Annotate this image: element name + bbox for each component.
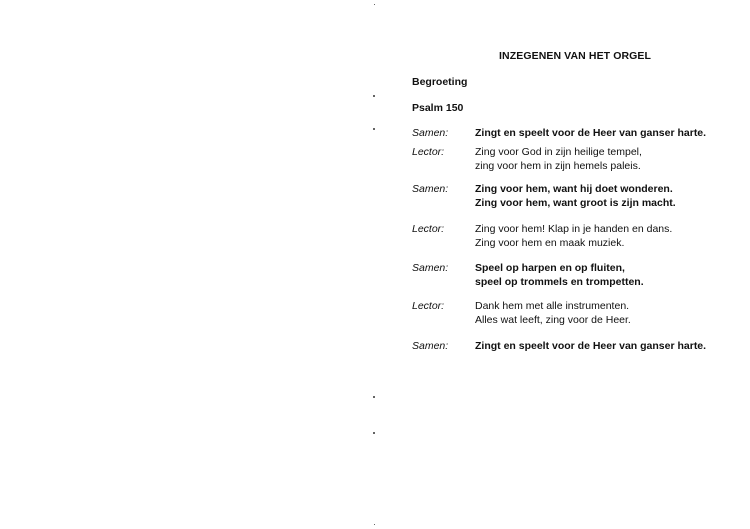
verse-lines bbox=[475, 222, 672, 250]
section-heading-psalm: Psalm 150 bbox=[412, 102, 464, 114]
verse-speaker: Samen: bbox=[412, 183, 449, 195]
fold-mark bbox=[373, 396, 375, 398]
fold-mark bbox=[374, 4, 375, 5]
verse-line: Zingt en speelt voor de Heer van ganser harte. bbox=[475, 340, 707, 352]
fold-mark bbox=[374, 524, 375, 525]
fold-mark bbox=[373, 432, 375, 434]
fold-mark bbox=[373, 95, 375, 97]
verse-speaker: Lector: bbox=[412, 300, 445, 312]
verse-line: Zing voor hem, want groot is zijn macht. bbox=[475, 197, 676, 209]
verse-line: Speel op harpen en op fluiten, bbox=[475, 262, 625, 274]
verse-lines bbox=[475, 261, 644, 289]
page-title: INZEGENEN VAN HET ORGEL bbox=[499, 50, 652, 62]
verse-line: Dank hem met alle instrumenten. bbox=[475, 300, 630, 312]
verse-line: Alles wat leeft, zing voor de Heer. bbox=[475, 314, 631, 326]
verse-speaker: Lector: bbox=[412, 223, 445, 235]
verse-line: Zing voor hem en maak muziek. bbox=[475, 237, 625, 249]
fold-mark bbox=[373, 128, 375, 130]
verse-line: speel op trommels en trompetten. bbox=[475, 276, 644, 288]
verse-lines bbox=[475, 299, 631, 327]
verse-line: Zingt en speelt voor de Heer van ganser harte. bbox=[475, 127, 707, 139]
verse-speaker: Samen: bbox=[412, 262, 449, 274]
verse-speaker: Lector: bbox=[412, 146, 445, 158]
verse-lines bbox=[475, 339, 706, 353]
verse-lines bbox=[475, 145, 642, 173]
verse-lines bbox=[475, 182, 676, 210]
verse-line: Zing voor God in zijn heilige tempel, bbox=[475, 146, 642, 158]
verse-line: Zing voor hem! Klap in je handen en dans. bbox=[475, 223, 673, 235]
verse-speaker: Samen: bbox=[412, 340, 449, 352]
verse-line: zing voor hem in zijn hemels paleis. bbox=[475, 160, 641, 172]
verse-line: Zing voor hem, want hij doet wonderen. bbox=[475, 183, 673, 195]
verse-lines bbox=[475, 126, 706, 140]
section-heading-begroeting: Begroeting bbox=[412, 76, 468, 88]
verse-speaker: Samen: bbox=[412, 127, 449, 139]
